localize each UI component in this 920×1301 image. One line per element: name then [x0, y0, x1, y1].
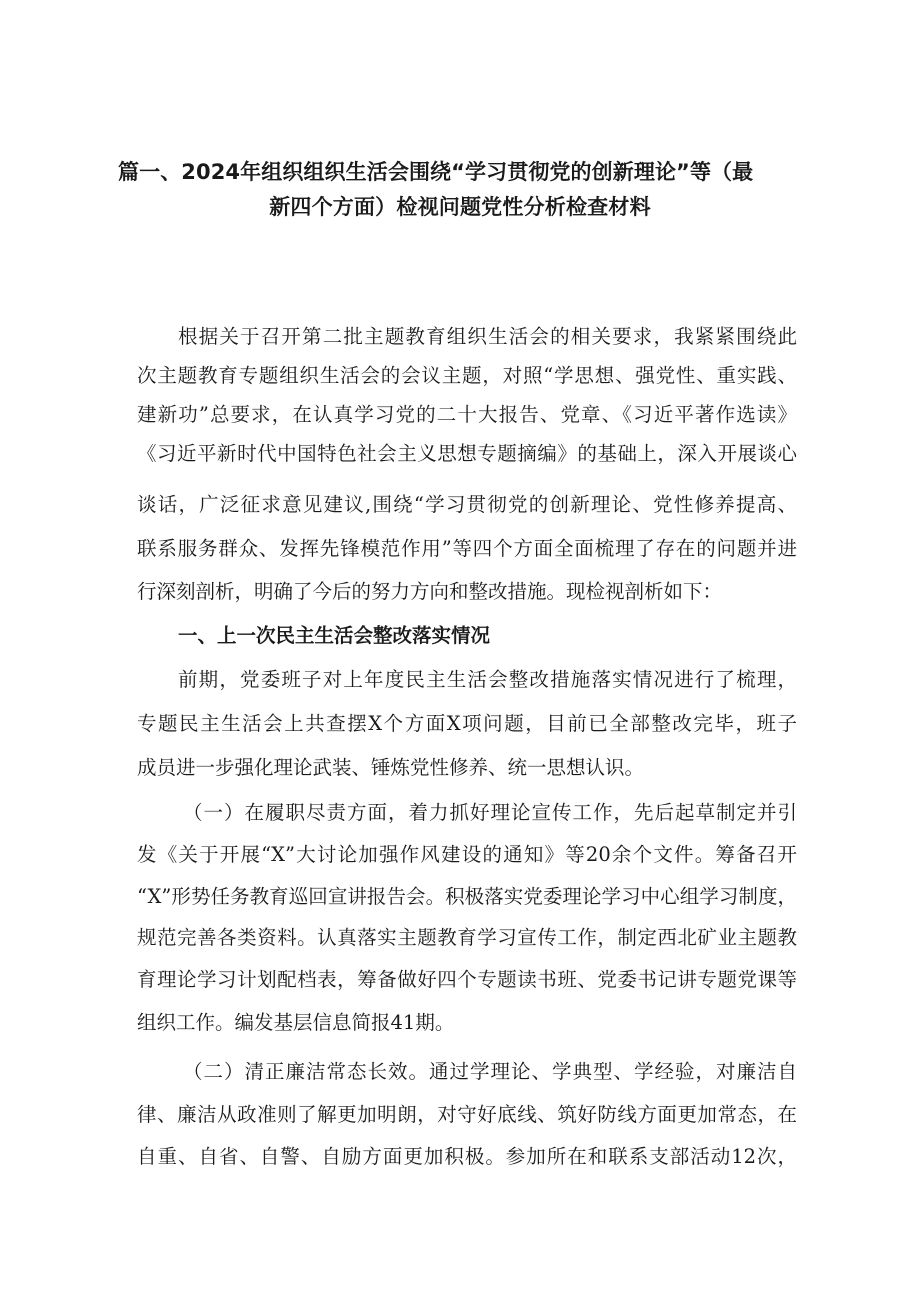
item-2-paragraph-line: 律、廉洁从政准则了解更加明朗，对守好底线、筑好防线方面更加常态，在	[137, 1103, 797, 1126]
intro-paragraph-line: 行深刻剖析，明确了今后的努力方向和整改措施。现检视剖析如下：	[137, 580, 723, 603]
item-1-paragraph-line: 规范完善各类资料。认真落实主题教育学习宣传工作，制定西北矿业主题教	[137, 926, 797, 949]
previous-paragraph-line: 前期，党委班子对上年度民主生活会整改措施落实情况进行了梳理，	[178, 668, 797, 691]
item-1-paragraph-line: （一）在履职尽责方面，着力抓好理论宣传工作，先后起草制定并引	[183, 801, 797, 824]
item-2-paragraph-line: （二）清正廉洁常态长效。通过学理论、学典型、学经验，对廉洁自	[183, 1060, 797, 1083]
previous-paragraph-line: 专题民主生活会上共查摆X个方面X项问题，目前已全部整改完毕，班子	[137, 712, 797, 735]
item-1-paragraph-line: 发《关于开展“X”大讨论加强作风建设的通知》等20余个文件。筹备召开	[137, 843, 797, 866]
item-1-paragraph-line: “X”形势任务教育巡回宣讲报告会。积极落实党委理论学习中心组学习制度，	[137, 885, 797, 908]
intro-paragraph-line: 建新功”总要求，在认真学习党的二十大报告、党章、《习近平著作选读》	[137, 403, 797, 426]
intro-paragraph-line: 《习近平新时代中国特色社会主义思想专题摘编》的基础上，深入开展谈心	[137, 442, 797, 465]
document-title-line-2: 新四个方面）检视问题党性分析检查材料	[269, 195, 651, 219]
previous-paragraph-line: 成员进一步强化理论武装、锤炼党性修养、统一思想认识。	[137, 756, 645, 779]
intro-paragraph-line: 根据关于召开第二批主题教育组织生活会的相关要求，我紧紧围绕此	[178, 325, 797, 348]
document-title-line-1: 篇一、2024年组织组织生活会围绕“学习贯彻党的创新理论”等（最	[118, 160, 754, 184]
item-1-paragraph-line: 组织工作。编发基层信息简报41期。	[137, 1011, 455, 1034]
item-2-paragraph-line: 自重、自省、自警、自励方面更加积极。参加所在和联系支部活动12次，	[137, 1145, 797, 1168]
item-1-paragraph-line: 育理论学习计划配档表，筹备做好四个专题读书班、党委书记讲专题党课等	[137, 968, 797, 991]
intro-paragraph-line: 次主题教育专题组织生活会的会议主题，对照“学思想、强党性、重实践、	[137, 364, 797, 387]
section-heading: 一、上一次民主生活会整改落实情况	[178, 624, 491, 647]
intro-paragraph-line: 谈话，广泛征求意见建议,围绕“学习贯彻党的创新理论、党性修养提高、	[137, 493, 797, 516]
intro-paragraph-line: 联系服务群众、发挥先锋模范作用”等四个方面全面梳理了存在的问题并进	[137, 537, 797, 560]
